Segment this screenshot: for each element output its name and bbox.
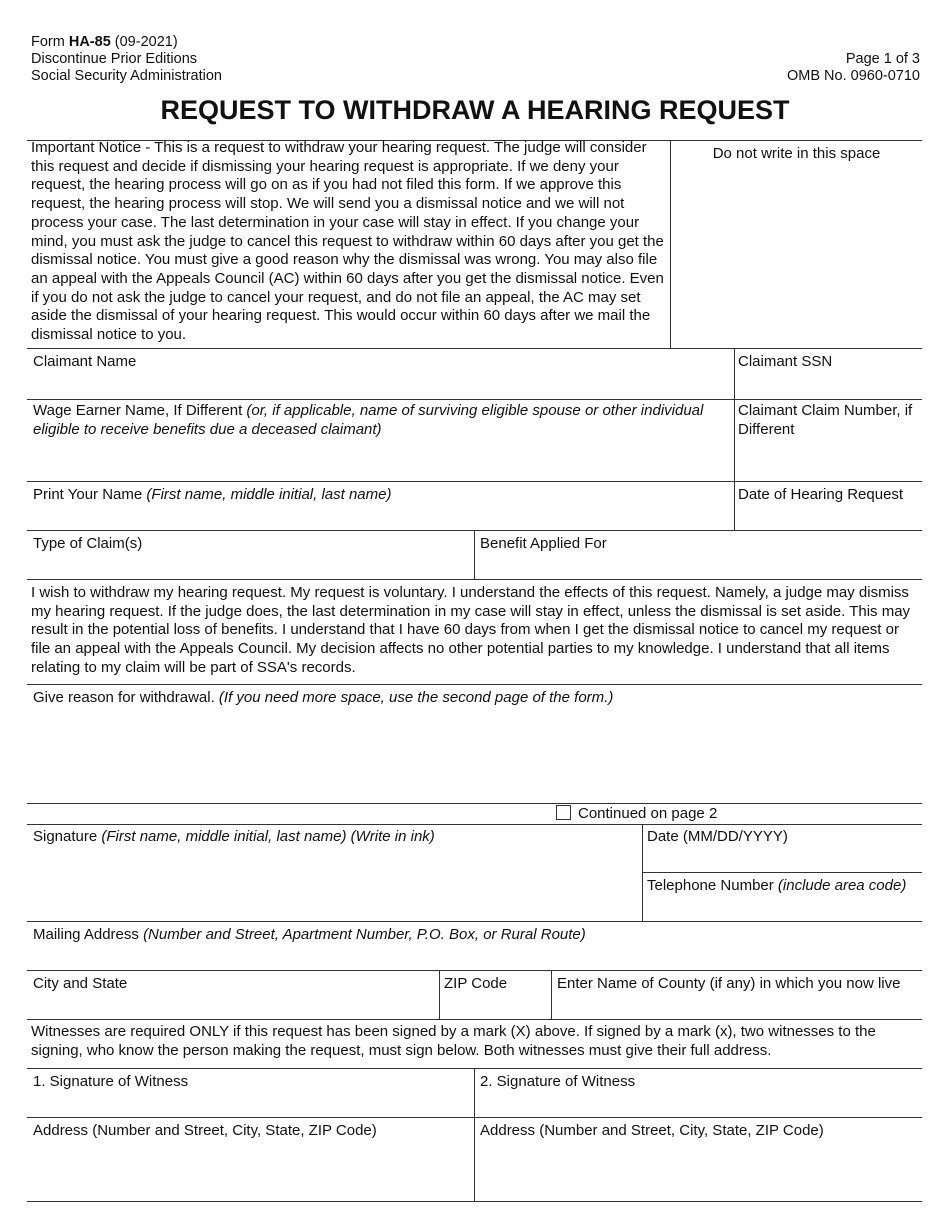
agency-name: Social Security Administration (31, 68, 222, 84)
page-info (787, 51, 920, 85)
telephone-field[interactable]: Telephone Number (include area code) (647, 877, 907, 894)
witness-notice: Witnesses are required ONLY if this request has been signed by a mark (X) above. If signed by a mark (x), two witnesses to the signing, who know the person making the request, must sign below. Both witnesses must give their full address. (31, 1023, 876, 1059)
withdrawal-statement: I wish to withdraw my hearing request. My request is voluntary. I understand the effects of this request. Namely, a judge may dismiss my hearing request. If the judge does, the last determination in my case will stay in effect, unless the dismissal is set aside. This may result in the potential loss of benefits. I understand that I have 60 days from when I get the dismissal notice to cancel my request or file an appeal with the Appeals Council. My decision affects no other potential parties to my knowledge. I understand that all items relating to my claim will be part of SSA's records. (31, 584, 911, 676)
claimant-ssn-field[interactable]: Claimant SSN (738, 353, 833, 370)
benefit-applied-field[interactable]: Benefit Applied For (480, 535, 607, 552)
signature-date-field[interactable]: Date (MM/DD/YYYY) (647, 828, 788, 845)
continued-checkbox[interactable] (556, 805, 571, 820)
withdrawal-reason-field[interactable]: Give reason for withdrawal. (If you need more space, use the second page of the form.) (33, 689, 614, 706)
important-notice: Important Notice - This is a request to withdraw your hearing request. The judge will consider this request and decide if dismissing your hearing request is appropriate. If we deny your request, the hearing process will go on as if you had not filed this form. If we approve this request, the hearing process will stop. We will send you a dismissal notice and we will not process your case. The last determination in your case will stay in effect. If you change your mind, you must ask the judge to cancel this request to withdraw within 60 days after you get the dismissal notice. You must give a good reason why the dismissal was wrong. You may also file an appeal with the Appeals Council (AC) within 60 days after you get the dismissal notice. Even if you do not ask the judge to cancel your request, and do not file an appeal, the AC may set aside the dismissal of your hearing request. This would occur within 60 days after we mail the dismissal notice to you. (31, 139, 664, 344)
editions-note: Discontinue Prior Editions (31, 51, 198, 67)
claimant-name-field[interactable]: Claimant Name (33, 353, 137, 370)
witness2-signature-field[interactable]: 2. Signature of Witness (480, 1073, 636, 1090)
zip-code-field[interactable]: ZIP Code (444, 975, 508, 992)
mailing-address-field[interactable]: Mailing Address (Number and Street, Apartment Number, P.O. Box, or Rural Route) (33, 926, 586, 943)
claim-number-field[interactable]: Claimant Claim Number, if Different (738, 402, 913, 438)
county-field[interactable]: Enter Name of County (if any) in which you now live (557, 975, 901, 992)
city-state-field[interactable]: City and State (33, 975, 128, 992)
continued-label: Continued on page 2 (578, 805, 718, 822)
claim-type-field[interactable]: Type of Claim(s) (33, 535, 143, 552)
signature-field[interactable]: Signature (First name, middle initial, last name) (Write in ink) (33, 828, 435, 845)
hearing-request-date-field[interactable]: Date of Hearing Request (738, 486, 904, 503)
print-name-field[interactable]: Print Your Name (First name, middle initial, last name) (33, 486, 392, 503)
office-use-box: Do not write in this space (712, 145, 881, 162)
witness1-address-field[interactable]: Address (Number and Street, City, State, ZIP Code) (33, 1122, 377, 1139)
witness1-signature-field[interactable]: 1. Signature of Witness (33, 1073, 189, 1090)
witness2-address-field[interactable]: Address (Number and Street, City, State, ZIP Code) (480, 1122, 824, 1139)
page-number: Page 1 of 3 (845, 51, 920, 67)
omb-number: OMB No. 0960-0710 (787, 68, 920, 84)
wage-earner-field[interactable]: Wage Earner Name, If Different (or, if applicable, name of surviving eligible spouse or other individual eligible to receive benefits due a deceased claimant) (33, 402, 704, 438)
page-title: REQUEST TO WITHDRAW A HEARING REQUEST (160, 95, 790, 125)
form-identifier: Form HA-85 (09-2021) Discontinue Prior Editions Social Security Administration (31, 34, 222, 84)
